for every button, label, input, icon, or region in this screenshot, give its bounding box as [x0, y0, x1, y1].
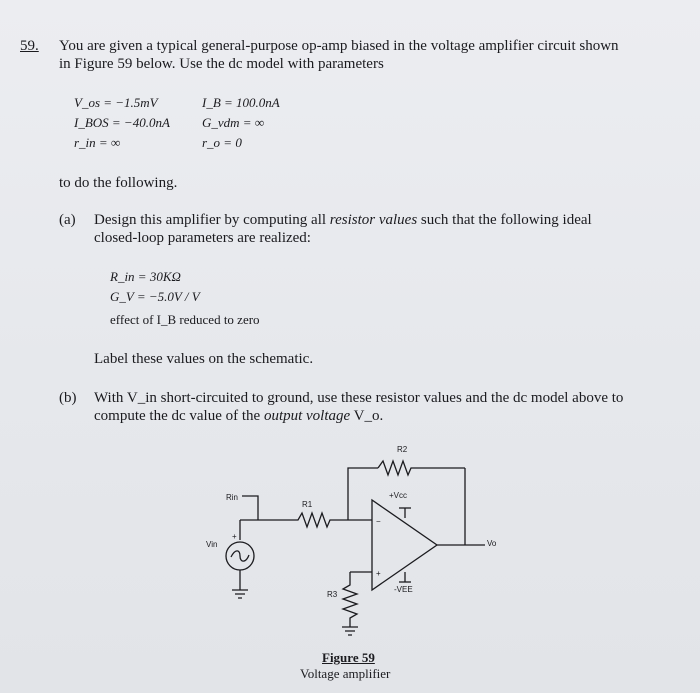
label-rin: Rin — [226, 493, 239, 502]
label-r3: R3 — [327, 590, 338, 599]
label-noninverting-plus: + — [376, 569, 381, 578]
figure-caption-title: Figure 59 — [322, 650, 375, 665]
figure-caption-subtitle: Voltage amplifier — [300, 666, 391, 681]
label-vee: -VEE — [394, 585, 413, 594]
feedback-left-wire — [348, 468, 378, 520]
spec-gv: G_V = −5.0V / V — [110, 289, 200, 304]
param-ibos: I_BOS = −40.0nA — [74, 115, 170, 130]
part-a-label-instruction: Label these values on the schematic. — [94, 351, 314, 367]
label-source-plus: + — [232, 532, 237, 541]
part-b-line2: compute the dc value of the output voltage V_o. — [94, 408, 384, 424]
problem-number: 59. — [20, 38, 39, 54]
part-a-line1: Design this amplifier by computing all resistor values such that the following ideal — [94, 212, 592, 228]
part-a-line2: closed-loop parameters are realized: — [94, 230, 311, 246]
r1-resistor — [275, 513, 348, 527]
part-b-label: (b) — [59, 390, 77, 406]
label-vcc: +Vcc — [389, 491, 408, 500]
part-b-line1: With V_in short-circuited to ground, use these resistor values and the dc model above to — [94, 390, 624, 406]
intro-text: to do the following. — [59, 175, 178, 191]
ground-icon — [342, 627, 358, 635]
label-r2: R2 — [397, 445, 408, 454]
param-vos: V_os = −1.5mV — [74, 95, 158, 110]
label-vin: Vin — [206, 540, 218, 549]
problem-text-line2: in Figure 59 below. Use the dc model with parameters — [59, 56, 384, 72]
part-a-label: (a) — [59, 212, 76, 228]
ground-icon — [232, 590, 248, 598]
r2-resistor — [378, 461, 465, 475]
label-r1: R1 — [302, 500, 313, 509]
param-gvdm: G_vdm = ∞ — [202, 115, 265, 130]
spec-effect-ib: effect of I_B reduced to zero — [110, 312, 260, 327]
rin-stub — [242, 496, 258, 520]
param-ro: r_o = 0 — [202, 135, 242, 150]
param-rin: r_in = ∞ — [74, 135, 121, 150]
problem-text-line1: You are given a typical general-purpose op-amp biased in the voltage amplifier circuit shown — [59, 38, 619, 54]
spec-rin: R_in = 30KΩ — [110, 269, 181, 284]
param-ib: I_B = 100.0nA — [202, 95, 280, 110]
label-inverting-minus: − — [376, 517, 381, 526]
label-vo: Vo — [487, 539, 497, 548]
r3-resistor — [343, 572, 357, 627]
